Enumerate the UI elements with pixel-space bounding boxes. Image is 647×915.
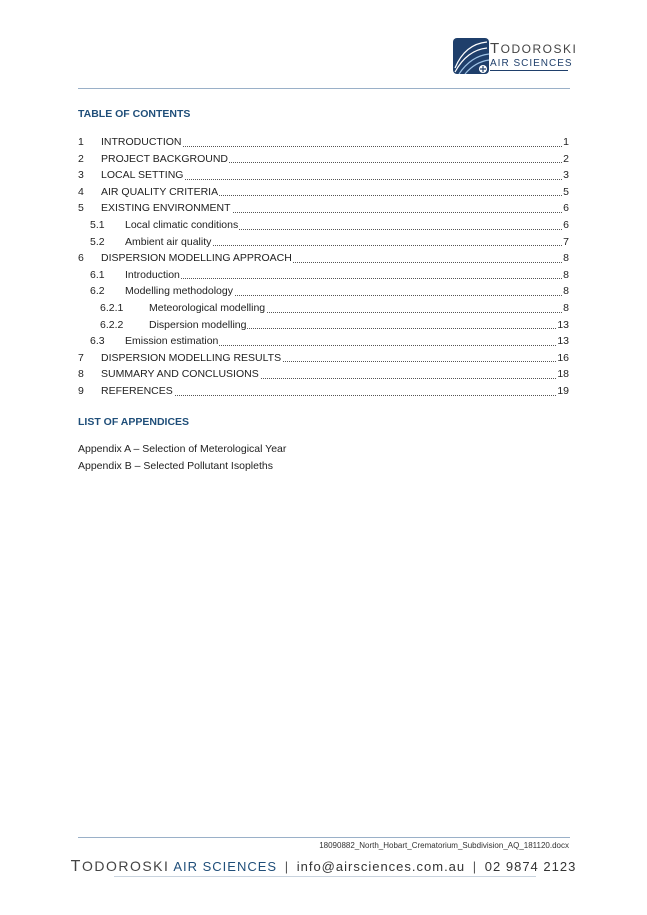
toc-entry-number: 5.2	[90, 235, 105, 248]
footer-phone: 02 9874 2123	[484, 859, 577, 874]
footer-brand-air: AIR SCIENCES	[173, 859, 278, 874]
toc-entry-title: Introduction	[125, 267, 181, 284]
toc-entry-title: AIR QUALITY CRITERIA	[101, 184, 219, 201]
company-logo	[453, 38, 578, 76]
toc-entry-page: 8	[562, 300, 569, 317]
table-of-contents	[78, 134, 570, 400]
toc-entry-title: Local climatic conditions	[125, 217, 239, 234]
toc-entry[interactable]	[78, 200, 570, 217]
toc-entry[interactable]	[78, 250, 570, 267]
footer-divider	[78, 837, 570, 838]
toc-entry-number: 8	[78, 368, 84, 381]
toc-entry[interactable]	[78, 234, 570, 251]
toc-leader-dots	[125, 278, 568, 279]
toc-entry-number: 7	[78, 351, 84, 364]
toc-entry-page: 19	[556, 383, 569, 400]
toc-entry[interactable]	[78, 300, 570, 317]
toc-entry-number: 6.2.1	[100, 301, 124, 314]
toc-entry-page: 6	[562, 217, 569, 234]
toc-entry-page: 13	[556, 333, 569, 350]
toc-entry-title: SUMMARY AND CONCLUSIONS	[101, 366, 260, 383]
toc-entry[interactable]	[78, 217, 570, 234]
toc-entry-page: 8	[562, 250, 569, 267]
toc-entry-number: 1	[78, 136, 84, 148]
toc-entry[interactable]	[78, 366, 570, 383]
toc-entry-title: Ambient air quality	[125, 234, 212, 251]
toc-entry-title: LOCAL SETTING	[101, 167, 184, 184]
header-divider	[78, 88, 570, 89]
toc-entry-number: 5.1	[90, 218, 105, 231]
toc-entry-page: 18	[556, 366, 569, 383]
toc-entry[interactable]	[78, 333, 570, 350]
toc-entry-number: 4	[78, 185, 84, 198]
toc-entry-page: 1	[562, 134, 569, 151]
logo-subtitle: AIR SCIENCES	[490, 58, 573, 69]
toc-entry-number: 5	[78, 202, 84, 215]
toc-entry[interactable]	[78, 184, 570, 201]
toc-entry-page: 7	[562, 234, 569, 251]
toc-entry-number: 3	[78, 169, 84, 182]
toc-entry-page: 13	[556, 317, 569, 334]
appendices-heading: LIST OF APPENDICES	[78, 416, 190, 428]
toc-entry-page: 6	[562, 200, 569, 217]
toc-entry-number: 2	[78, 152, 84, 165]
toc-entry-page: 5	[562, 184, 569, 201]
footer-brand	[0, 858, 647, 876]
toc-entry-page: 8	[562, 267, 569, 284]
toc-entry[interactable]	[78, 267, 570, 284]
toc-entry-title: Emission estimation	[125, 333, 219, 350]
logo-underline	[490, 70, 568, 71]
toc-entry-title: PROJECT BACKGROUND	[101, 151, 229, 168]
toc-entry[interactable]	[78, 151, 570, 168]
footer-email[interactable]: info@airsciences.com.au	[296, 859, 466, 874]
toc-entry[interactable]	[78, 167, 570, 184]
toc-entry-page: 3	[562, 167, 569, 184]
toc-entry-page: 16	[556, 350, 569, 367]
footer-underline	[114, 876, 536, 877]
toc-entry-number: 6.2	[90, 285, 105, 298]
footer-separator: |	[284, 859, 290, 874]
toc-entry-title: DISPERSION MODELLING RESULTS	[101, 350, 282, 367]
toc-entry-title: Meteorological modelling	[149, 300, 266, 317]
toc-entry-page: 8	[562, 283, 569, 300]
toc-entry[interactable]	[78, 383, 570, 400]
toc-entry-title: REFERENCES	[101, 383, 174, 400]
toc-entry-title: DISPERSION MODELLING APPROACH	[101, 250, 293, 267]
toc-entry-number: 6.1	[90, 268, 105, 281]
appendix-item: Appendix A – Selection of Meterological Year	[78, 443, 287, 455]
toc-entry-title: Dispersion modelling	[149, 317, 247, 334]
toc-entry-number: 6.2.2	[100, 318, 124, 331]
toc-entry[interactable]	[78, 350, 570, 367]
toc-heading: TABLE OF CONTENTS	[78, 108, 191, 120]
toc-entry-title: Modelling methodology	[125, 283, 234, 300]
toc-entry-number: 9	[78, 384, 84, 397]
toc-entry-number: 6.3	[90, 335, 105, 348]
footer-separator: |	[472, 859, 478, 874]
footer-filename: 18090882_North_Hobart_Crematorium_Subdivision_AQ_181120.docx	[319, 841, 569, 850]
footer-brand-name: TODOROSKI	[70, 858, 170, 875]
toc-entry-number: 6	[78, 252, 84, 265]
appendix-item: Appendix B – Selected Pollutant Isopleths	[78, 460, 273, 472]
logo-icon	[453, 38, 489, 74]
toc-entry[interactable]	[78, 283, 570, 300]
toc-entry-title: EXISTING ENVIRONMENT	[101, 200, 232, 217]
logo-name: TODOROSKI	[490, 40, 578, 57]
toc-entry-page: 2	[562, 151, 569, 168]
toc-entry[interactable]	[78, 317, 570, 334]
toc-entry-title: INTRODUCTION	[101, 134, 183, 151]
toc-entry[interactable]	[78, 134, 570, 151]
